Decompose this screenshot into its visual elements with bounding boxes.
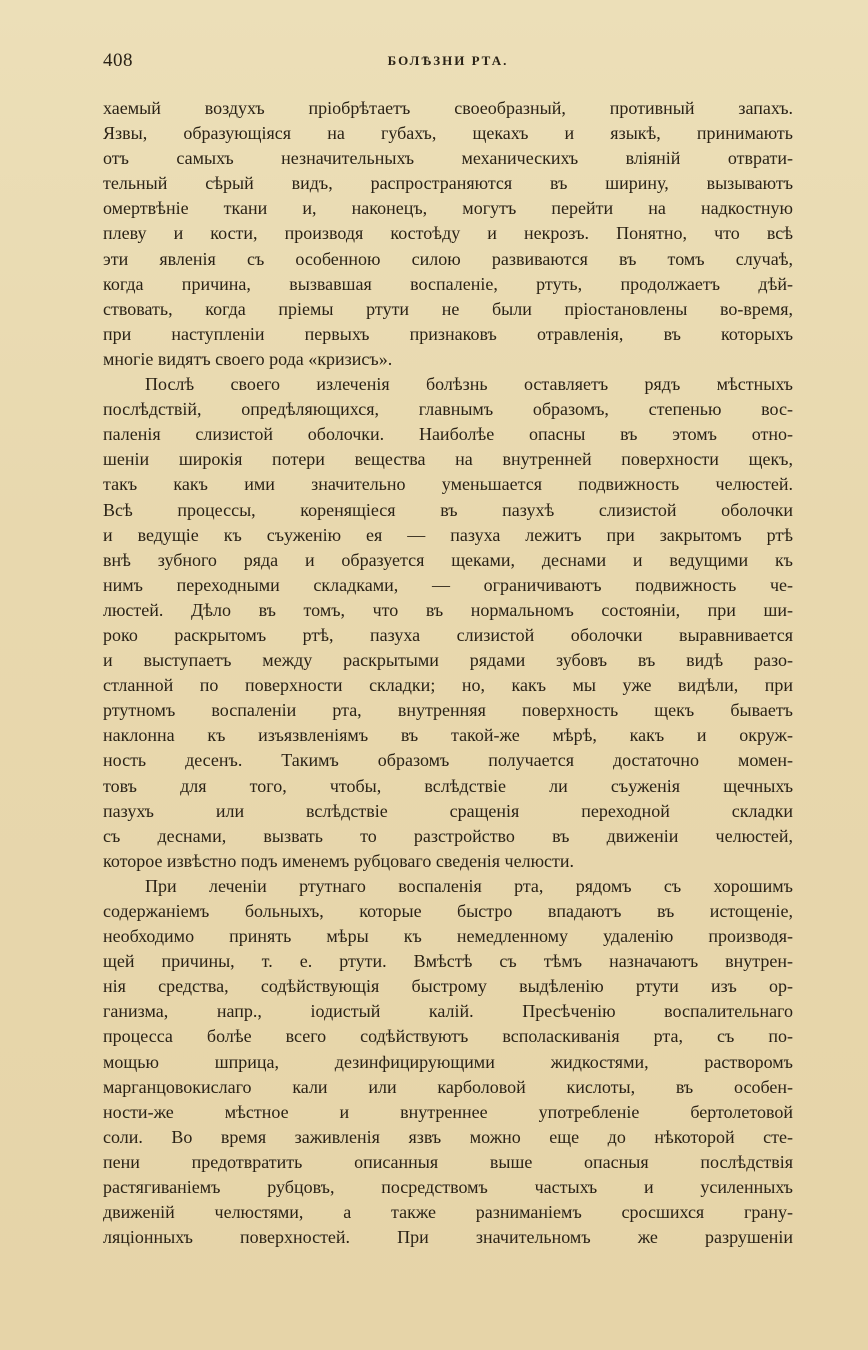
text-line: хаемый воздухъ пріобрѣтаетъ своеобразный, противный запахъ. <box>103 98 793 118</box>
text-line: роко раскрытомъ ртѣ, пазуха слизистой оболочки выравнивается <box>103 624 793 645</box>
paragraph <box>103 874 793 1250</box>
text-line: товъ для того, чтобы, вслѣдствіе ли съуженія щечныхъ <box>103 775 793 796</box>
text-line: растягиваніемъ рубцовъ, посредствомъ частыхъ и усиленныхъ <box>103 1177 793 1198</box>
text-line: щей причины, т. е. ртути. Вмѣстѣ съ тѣмъ назначаютъ внутрен- <box>103 951 793 972</box>
page-header <box>103 50 793 78</box>
text-line: и выступаетъ между раскрытыми рядами зубовъ въ видѣ разо- <box>103 650 793 671</box>
text-line: нія средства, содѣйствующія быстрому выдѣленію ртути изъ ор- <box>103 976 793 997</box>
text-line: тельный сѣрый видъ, распространяются въ ширину, вызываютъ <box>103 173 793 194</box>
text-line: содержаніемъ больныхъ, которые быстро впадаютъ въ истощеніе, <box>103 901 793 921</box>
text-line: Язвы, образующіяся на губахъ, щекахъ и языкѣ, принимають <box>103 123 793 144</box>
text-line: ствовать, когда пріемы ртути не были пріостановлены во-время, <box>103 298 793 319</box>
text-line: когда причина, вызвавшая воспаленіе, ртуть, продолжаетъ дѣй- <box>103 273 793 294</box>
text-line: омертвѣніе ткани и, наконецъ, могутъ перейти на надкостную <box>103 198 793 219</box>
text-line: пени предотвратить описанныя выше опасныя послѣдствія <box>103 1151 793 1172</box>
text-line: такъ какъ ими значительно уменьшается подвижность челюстей. <box>103 474 793 495</box>
text-line: процесса болѣе всего содѣйствуютъ всполаскиванія рта, съ по- <box>103 1026 793 1047</box>
text-line: люстей. Дѣло въ томъ, что въ нормальномъ состояніи, при ши- <box>103 599 793 620</box>
text-line: послѣдствій, опредѣляющихся, главнымъ образомъ, степенью вос- <box>103 399 793 420</box>
paragraph <box>103 96 793 372</box>
text-line: При леченіи ртутнаго воспаленія рта, рядомъ съ хорошимъ <box>145 875 793 896</box>
text-line: многіе видятъ своего рода «кризисъ». <box>103 348 393 369</box>
text-line: отъ самыхъ незначительныхъ механическихъ вліяній отврати- <box>103 148 793 169</box>
text-line: пазухъ или вслѣдствіе сращенія переходной складки <box>103 800 793 821</box>
text-line: ности-же мѣстное и внутреннее употребленіе бертолетовой <box>103 1101 793 1122</box>
text-line: Всѣ процессы, коренящіеся въ пазухѣ слизистой оболочки <box>103 499 793 520</box>
text-line: плеву и кости, производя костоѣду и некрозъ. Понятно, что всѣ <box>103 223 793 244</box>
text-line: Послѣ своего излеченія болѣзнь оставляетъ рядъ мѣстныхъ <box>145 374 793 395</box>
text-line: наклонна къ изъязвленіямъ въ такой-же мѣрѣ, какъ и окруж- <box>103 725 793 746</box>
text-line: ртутномъ воспаленіи рта, внутренняя поверхность щекъ бываетъ <box>103 700 793 721</box>
text-line: и ведущіе къ съуженію ея — пазуха лежитъ при закрытомъ ртѣ <box>103 524 793 545</box>
text-line: мощью шприца, дезинфицирующими жидкостями, растворомъ <box>103 1051 793 1072</box>
text-line: паленія слизистой оболочки. Наиболѣе опасны въ этомъ отно- <box>103 424 793 445</box>
text-line: ляціонныхъ поверхностей. При значительномъ же разрушеніи <box>103 1227 793 1248</box>
text-line: марганцовокислаго кали или карболовой кислоты, въ особен- <box>103 1076 793 1097</box>
text-line: нимъ переходными складками, — ограничиваютъ подвижность че- <box>103 574 793 595</box>
page-number: 408 <box>103 50 133 71</box>
text-line: которое извѣстно подъ именемъ рубцоваго сведенія челюсти. <box>103 850 575 871</box>
text-line: ганизма, напр., іодистый калій. Пресѣченію воспалительнаго <box>103 1001 793 1022</box>
body-text <box>103 96 793 1250</box>
text-line: при наступленіи первыхъ признаковъ отравленія, въ которыхъ <box>103 323 793 344</box>
running-title: БОЛѢЗНИ РТА. <box>387 53 509 68</box>
text-line: соли. Во время заживленія язвъ можно еще до нѣкоторой сте- <box>103 1126 793 1147</box>
text-line: ность десенъ. Такимъ образомъ получается достаточно момен- <box>103 750 793 771</box>
text-line: съ деснами, вызвать то разстройство въ движеніи челюстей, <box>103 825 793 846</box>
text-line: внѣ зубного ряда и образуется щеками, деснами и ведущими къ <box>103 549 793 570</box>
text-line: шеніи широкія потери вещества на внутренней поверхности щекъ, <box>103 449 793 470</box>
text-line: необходимо принять мѣры къ немедленному удаленію производя- <box>103 926 793 947</box>
text-line: стланной по поверхности складки; но, какъ мы уже видѣли, при <box>103 675 793 696</box>
paragraph <box>103 372 793 874</box>
text-line: движеній челюстями, а также разниманіемъ сросшихся грану- <box>103 1202 793 1223</box>
text-line: эти явленія съ особенною силою развиваются въ томъ случаѣ, <box>103 248 793 269</box>
